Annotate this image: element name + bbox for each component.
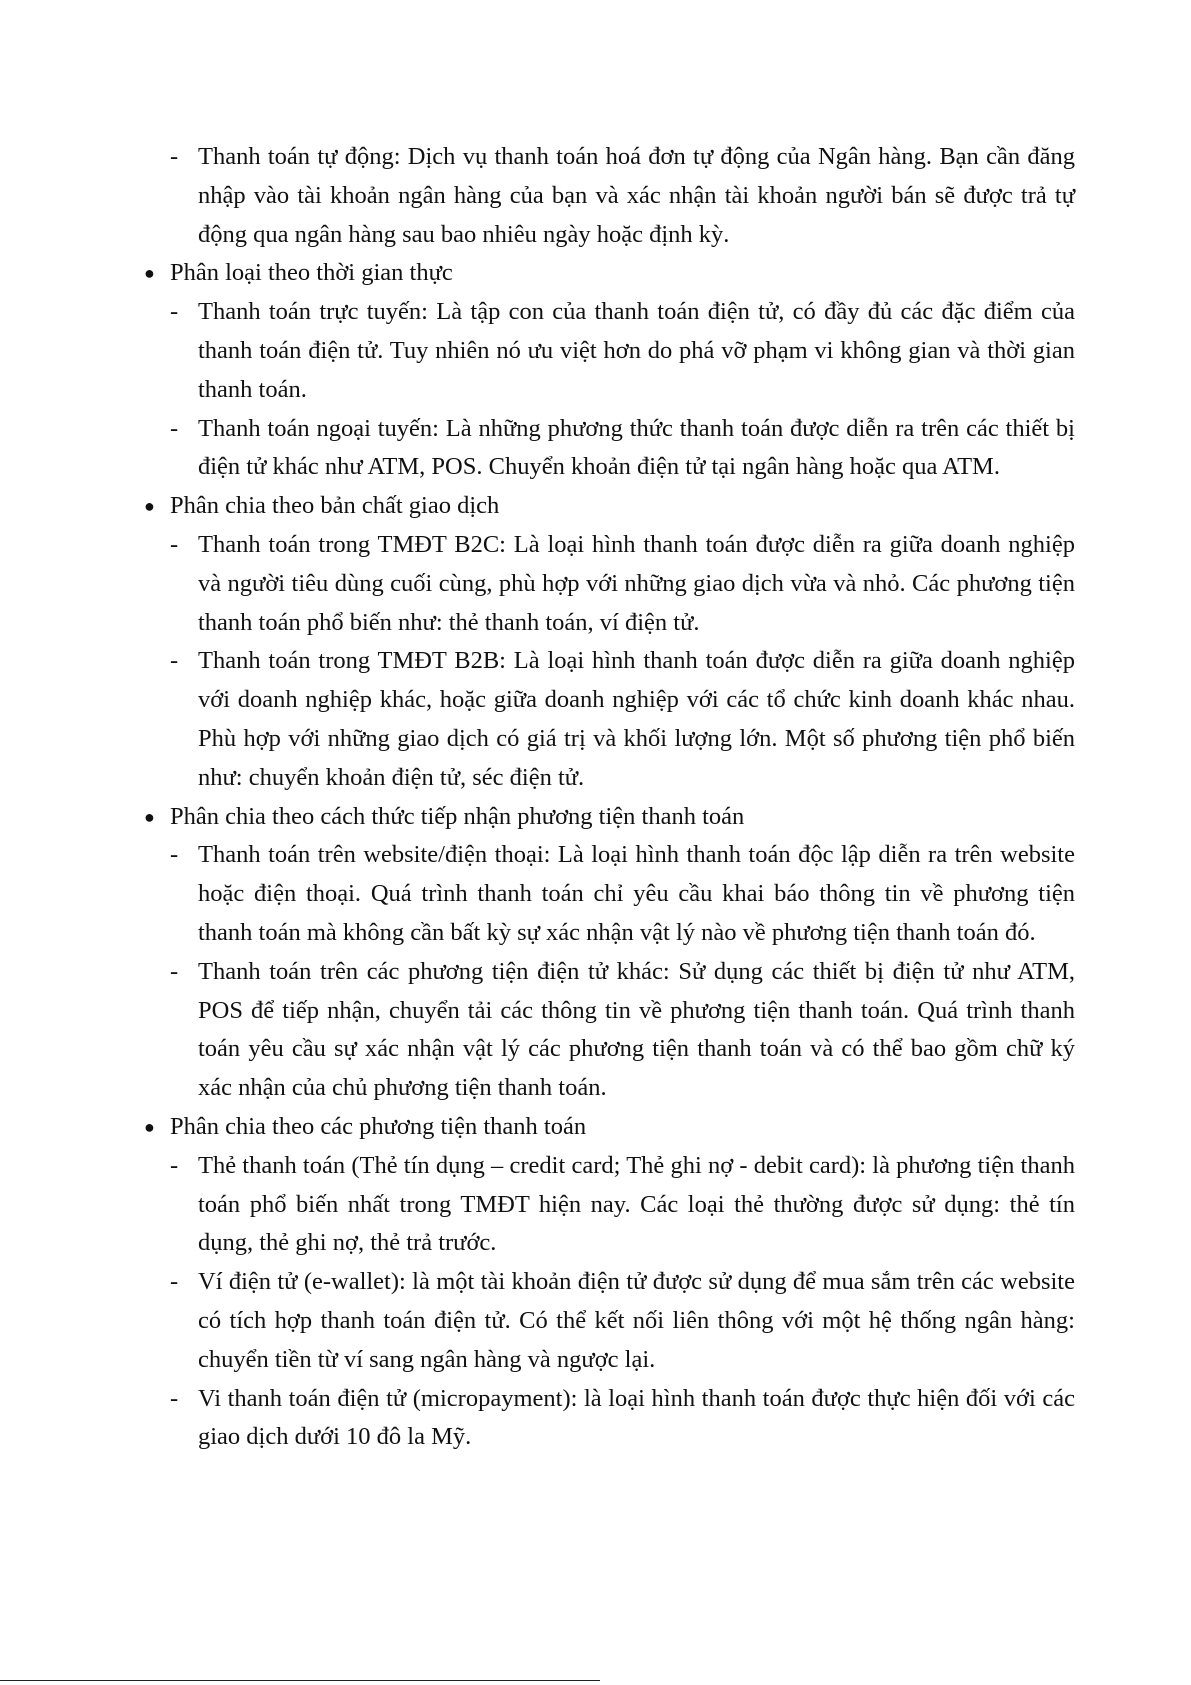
dash-marker: -: [170, 1268, 179, 1296]
dash-marker: -: [170, 1384, 179, 1412]
dash-marker: -: [170, 841, 179, 869]
list-item-text: Phân chia theo các phương tiện thanh toán: [170, 1112, 587, 1140]
list-item-text: Vi thanh toán điện tử (micropayment): là loại hình thanh toán được thực hiện đối với các giao dịch dưới 10 đô la Mỹ.: [198, 1384, 1075, 1451]
list-item-text: Thẻ thanh toán (Thẻ tín dụng – credit card; Thẻ ghi nợ - debit card): là phương tiện thanh toán phổ biến nhất trong TMĐT hiện nay. Các loại thẻ thường được sử dụng: thẻ tín dụng, thẻ ghi nợ, thẻ trả trước.: [198, 1151, 1075, 1257]
bullet-list-item: [140, 1108, 1075, 1147]
dash-list-item: [140, 1380, 1075, 1458]
dash-list-item: [140, 410, 1075, 488]
dash-list-item: [140, 293, 1075, 409]
dash-marker: -: [170, 647, 179, 675]
list-item-text: Thanh toán tự động: Dịch vụ thanh toán hoá đơn tự động của Ngân hàng. Bạn cần đăng nhập vào tài khoản ngân hàng của bạn và xác nhận tài khoản người bán sẽ được trả tự động qua ngân hàng sau bao nhiêu ngày hoặc định kỳ.: [198, 143, 1075, 248]
body-content: [140, 138, 1075, 1457]
list-item-text: Thanh toán trực tuyến: Là tập con của thanh toán điện tử, có đầy đủ các đặc điểm của thanh toán điện tử. Tuy nhiên nó ưu việt hơn do phá vỡ phạm vi không gian và thời gian thanh toán.: [198, 298, 1075, 403]
dash-marker: -: [170, 143, 179, 170]
list-item-text: Phân chia theo bản chất giao dịch: [170, 492, 500, 520]
dash-list-item: [140, 953, 1075, 1108]
list-item-text: Thanh toán trên các phương tiện điện tử khác: Sử dụng các thiết bị điện tử như ATM, POS để tiếp nhận, chuyển tải các thông tin về phương tiện thanh toán. Quá trình thanh toán yêu cầu sự xác nhận vật lý các phương tiện thanh toán và có thể bao gồm chữ ký xác nhận của chủ phương tiện thanh toán.: [198, 957, 1075, 1102]
dash-marker: -: [170, 298, 179, 326]
dash-list-item: [140, 138, 1075, 254]
bullet-list-item: [140, 487, 1075, 526]
bullet-marker: ●: [144, 263, 155, 284]
list-item-text: Phân chia theo cách thức tiếp nhận phương tiện thanh toán: [170, 802, 745, 830]
bullet-marker: ●: [144, 806, 155, 827]
list-item-text: Thanh toán ngoại tuyến: Là những phương thức thanh toán được diễn ra trên các thiết bị điện tử khác như ATM, POS. Chuyển khoản điện tử tại ngân hàng hoặc qua ATM.: [198, 414, 1075, 481]
list-item-text: Ví điện tử (e-wallet): là một tài khoản điện tử được sử dụng để mua sắm trên các website có tích hợp thanh toán điện tử. Có thể kết nối liên thông với một hệ thống ngân hàng: chuyển tiền từ ví sang ngân hàng và ngược lại.: [198, 1268, 1075, 1373]
bullet-list-item: [140, 254, 1075, 293]
dash-list-item: [140, 526, 1075, 642]
list-item-text: Thanh toán trên website/điện thoại: Là loại hình thanh toán độc lập diễn ra trên website hoặc điện thoại. Quá trình thanh toán chỉ yêu cầu khai báo thông tin về phương tiện thanh toán mà không cần bất kỳ sự xác nhận vật lý nào về phương tiện thanh toán đó.: [198, 841, 1075, 946]
list-item-text: Phân loại theo thời gian thực: [170, 259, 453, 287]
bullet-marker: ●: [144, 1116, 155, 1137]
list-item-text: Thanh toán trong TMĐT B2B: Là loại hình thanh toán được diễn ra giữa doanh nghiệp với doanh nghiệp khác, hoặc giữa doanh nghiệp với các tổ chức kinh doanh khác nhau. Phù hợp với những giao dịch có giá trị và khối lượng lớn. Một số phương tiện phổ biến như: chuyển khoản điện tử, séc điện tử.: [198, 647, 1075, 791]
list-item-text: Thanh toán trong TMĐT B2C: Là loại hình thanh toán được diễn ra giữa doanh nghiệp và người tiêu dùng cuối cùng, phù hợp với những giao dịch vừa và nhỏ. Các phương tiện thanh toán phổ biến như: thẻ thanh toán, ví điện tử.: [198, 530, 1075, 636]
dash-list-item: [140, 836, 1075, 952]
footnote-separator-line: [0, 1680, 600, 1681]
dash-marker: -: [170, 1151, 179, 1179]
dash-list-item: [140, 1147, 1075, 1263]
dash-list-item: [140, 642, 1075, 797]
dash-list-item: [140, 1263, 1075, 1379]
bullet-list-item: [140, 798, 1075, 837]
dash-marker: -: [170, 414, 179, 442]
dash-marker: -: [170, 530, 179, 558]
dash-marker: -: [170, 957, 179, 985]
bullet-marker: ●: [144, 496, 155, 517]
